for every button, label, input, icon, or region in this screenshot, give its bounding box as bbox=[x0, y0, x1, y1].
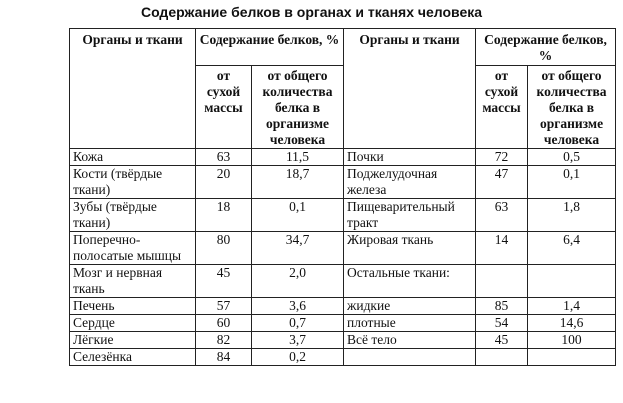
total-protein-value: 1,8 bbox=[528, 199, 616, 232]
organ-name: Печень bbox=[70, 298, 196, 315]
dry-mass-value: 18 bbox=[196, 199, 252, 232]
table-row bbox=[70, 298, 616, 315]
dry-mass-value: 82 bbox=[196, 332, 252, 349]
dry-mass-value: 60 bbox=[196, 315, 252, 332]
total-protein-value: 14,6 bbox=[528, 315, 616, 332]
organ-name: Селезёнка bbox=[70, 349, 196, 366]
organ-name: Пищеварительный тракт bbox=[344, 199, 476, 232]
organ-name: Лёгкие bbox=[70, 332, 196, 349]
organ-name: Мозг и нервная ткань bbox=[70, 265, 196, 298]
organ-group-label: Остальные ткани: bbox=[344, 265, 476, 298]
organ-name: Сердце bbox=[70, 315, 196, 332]
header-organs-right: Органы и ткани bbox=[344, 29, 476, 149]
total-protein-value: 0,5 bbox=[528, 149, 616, 166]
dry-mass-value: 63 bbox=[476, 199, 528, 232]
dry-mass-value: 45 bbox=[196, 265, 252, 298]
organ-name bbox=[344, 349, 476, 366]
total-protein-value bbox=[528, 265, 616, 298]
organ-name: Почки bbox=[344, 149, 476, 166]
total-protein-value: 34,7 bbox=[252, 232, 344, 265]
header-row bbox=[70, 29, 616, 66]
organ-name: Всё тело bbox=[344, 332, 476, 349]
dry-mass-value: 85 bbox=[476, 298, 528, 315]
total-protein-value: 0,1 bbox=[252, 199, 344, 232]
dry-mass-value: 47 bbox=[476, 166, 528, 199]
document-title: Содержание белков в органах и тканях человека bbox=[140, 4, 483, 20]
total-protein-value: 6,4 bbox=[528, 232, 616, 265]
table-row bbox=[70, 265, 616, 298]
total-protein-value bbox=[528, 349, 616, 366]
subheader-total-protein-right: от общего количества белка в организме человека bbox=[528, 66, 616, 149]
total-protein-value: 0,1 bbox=[528, 166, 616, 199]
dry-mass-value: 45 bbox=[476, 332, 528, 349]
total-protein-value: 11,5 bbox=[252, 149, 344, 166]
dry-mass-value: 84 bbox=[196, 349, 252, 366]
header-content-right: Содержание белков, % bbox=[476, 29, 616, 66]
organ-subitem-name: плотные bbox=[344, 315, 476, 332]
dry-mass-value bbox=[476, 265, 528, 298]
table-row bbox=[70, 315, 616, 332]
total-protein-value: 18,7 bbox=[252, 166, 344, 199]
dry-mass-value: 57 bbox=[196, 298, 252, 315]
header-content-left: Содержание белков, % bbox=[196, 29, 344, 66]
subheader-dry-mass-left: от сухой массы bbox=[196, 66, 252, 149]
table-row bbox=[70, 166, 616, 199]
table-row bbox=[70, 199, 616, 232]
total-protein-value: 0,7 bbox=[252, 315, 344, 332]
organ-name: Поперечно-полосатые мышцы bbox=[70, 232, 196, 265]
total-protein-value: 1,4 bbox=[528, 298, 616, 315]
dry-mass-value: 80 bbox=[196, 232, 252, 265]
table-row bbox=[70, 349, 616, 366]
dry-mass-value bbox=[476, 349, 528, 366]
total-protein-value: 2,0 bbox=[252, 265, 344, 298]
dry-mass-value: 54 bbox=[476, 315, 528, 332]
dry-mass-value: 20 bbox=[196, 166, 252, 199]
dry-mass-value: 63 bbox=[196, 149, 252, 166]
total-protein-value: 3,7 bbox=[252, 332, 344, 349]
total-protein-value: 0,2 bbox=[252, 349, 344, 366]
table-row bbox=[70, 232, 616, 265]
header-organs-left: Органы и ткани bbox=[70, 29, 196, 149]
organ-name: Зубы (твёрдые ткани) bbox=[70, 199, 196, 232]
dry-mass-value: 14 bbox=[476, 232, 528, 265]
table-row bbox=[70, 149, 616, 166]
organ-name: Жировая ткань bbox=[344, 232, 476, 265]
organ-name: Кости (твёрдые ткани) bbox=[70, 166, 196, 199]
protein-table bbox=[69, 28, 616, 366]
dry-mass-value: 72 bbox=[476, 149, 528, 166]
organ-name: Кожа bbox=[70, 149, 196, 166]
table-row bbox=[70, 332, 616, 349]
subheader-total-protein-left: от общего количества белка в организме человека bbox=[252, 66, 344, 149]
subheader-dry-mass-right: от сухой массы bbox=[476, 66, 528, 149]
total-protein-value: 100 bbox=[528, 332, 616, 349]
total-protein-value: 3,6 bbox=[252, 298, 344, 315]
organ-name: Поджелудочная железа bbox=[344, 166, 476, 199]
organ-subitem-name: жидкие bbox=[344, 298, 476, 315]
